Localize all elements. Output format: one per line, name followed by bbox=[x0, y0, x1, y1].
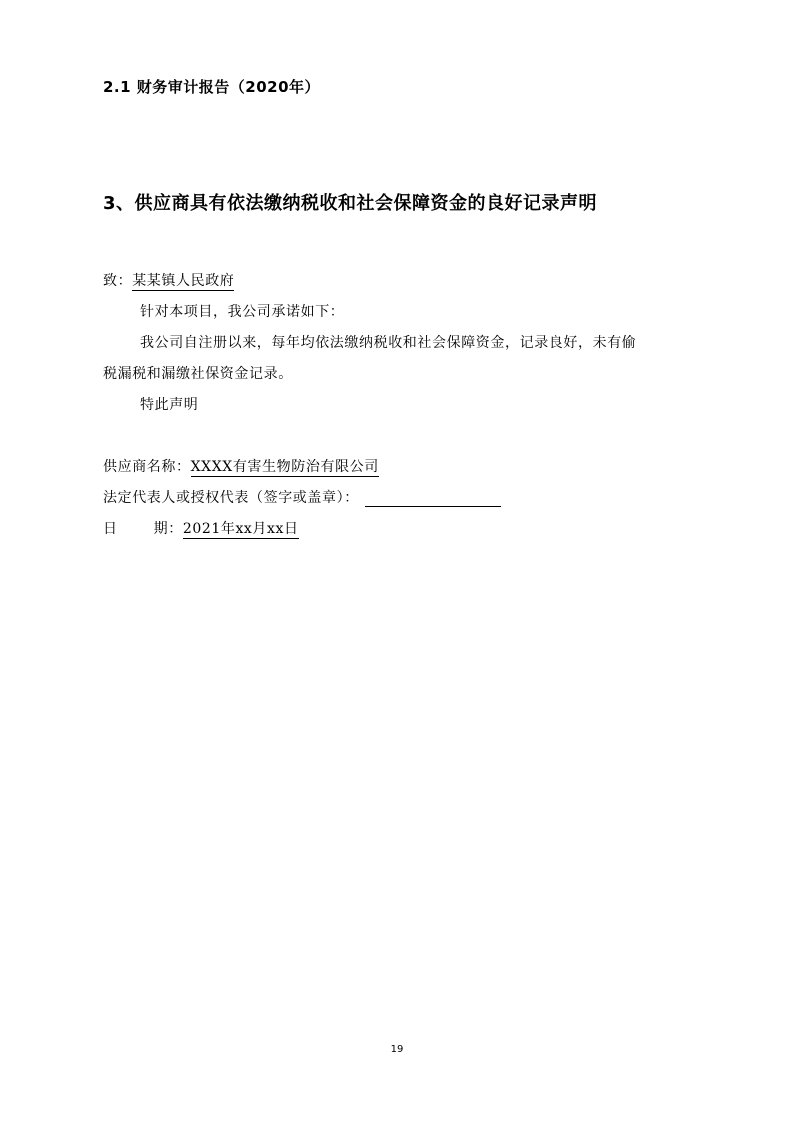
supplier-label: 供应商名称： bbox=[103, 459, 191, 475]
sub-heading: 2.1 财务审计报告（2020年） bbox=[103, 78, 321, 96]
supplier-line bbox=[103, 458, 379, 476]
representative-line bbox=[103, 489, 501, 507]
date-label-part2: 期： bbox=[153, 521, 183, 537]
section-heading: 3、供应商具有依法缴纳税收和社会保障资金的良好记录声明 bbox=[103, 193, 598, 214]
body-paragraph-line-2: 税漏税和漏缴社保资金记录。 bbox=[103, 366, 293, 382]
supplier-name: XXXX有害生物防治有限公司 bbox=[190, 459, 379, 475]
signature-blank bbox=[365, 490, 501, 507]
representative-label: 法定代表人或授权代表（签字或盖章）： bbox=[103, 490, 359, 506]
recipient-name: 某某镇人民政府 bbox=[132, 273, 235, 289]
date-line bbox=[103, 520, 299, 538]
intro-paragraph: 针对本项目，我公司承诺如下： bbox=[140, 304, 345, 320]
date-label-part1: 日 bbox=[103, 521, 118, 537]
to-label: 致： bbox=[103, 273, 133, 289]
date-value: 2021年xx月xx日 bbox=[182, 521, 299, 537]
body-paragraph-line-1: 我公司自注册以来，每年均依法缴纳税收和社会保障资金，记录良好，未有偷 bbox=[140, 335, 637, 351]
recipient-line bbox=[103, 272, 234, 290]
closing-statement: 特此声明 bbox=[140, 397, 199, 413]
page-number: 19 bbox=[390, 1044, 404, 1055]
